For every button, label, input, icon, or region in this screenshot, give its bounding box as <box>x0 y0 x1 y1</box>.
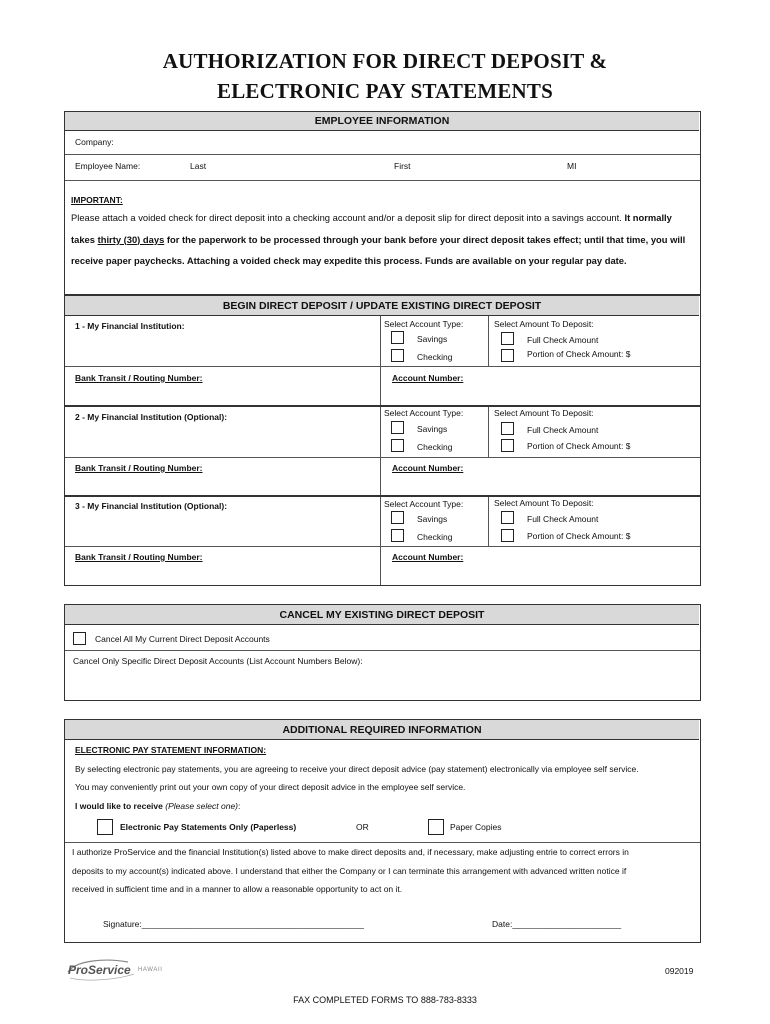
cancel-all-checkbox[interactable] <box>73 632 86 645</box>
account-number-label: Account Number: <box>392 552 464 562</box>
portion-checkbox[interactable] <box>501 529 514 542</box>
full-check-label: Full Check Amount <box>527 514 599 524</box>
savings-checkbox[interactable] <box>391 511 404 524</box>
important-label: IMPORTANT: <box>71 195 123 205</box>
mi-label: MI <box>567 161 577 171</box>
account-type-label: Select Account Type: <box>384 408 464 418</box>
account-number-label: Account Number: <box>392 373 464 383</box>
date-label: Date: <box>492 919 513 929</box>
date-row <box>492 919 621 929</box>
full-check-label: Full Check Amount <box>527 335 599 345</box>
fax-instructions: FAX COMPLETED FORMS TO 888-783-8333 <box>293 995 477 1005</box>
electronic-info-line2: You may conveniently print out your own copy of your direct deposit advice in the employee self service. <box>75 782 466 792</box>
account-type-label: Select Account Type: <box>384 319 464 329</box>
routing-number-field[interactable] <box>70 475 375 493</box>
important-text: Please attach a voided check for direct deposit into a checking account and/or a deposit slip for direct deposit into a savings account. It normally takes thirty (30) days for the paperwork to be processed through your bank before your direct deposit takes effect; until that time, you will receive paper paychecks. Attaching a voided check may expedite this process. Funds are available on your regular pay date. <box>71 212 686 266</box>
savings-checkbox[interactable] <box>391 421 404 434</box>
mi-field[interactable] <box>585 157 695 175</box>
first-name-label: First <box>394 161 411 171</box>
portion-label: Portion of Check Amount: $ <box>527 349 631 359</box>
account-number-field[interactable] <box>386 564 696 582</box>
last-name-label: Last <box>190 161 207 171</box>
portion-checkbox[interactable] <box>501 349 514 362</box>
paper-copies-checkbox[interactable] <box>428 819 444 835</box>
form-title-line1: AUTHORIZATION FOR DIRECT DEPOSIT & <box>162 49 608 73</box>
portion-label: Portion of Check Amount: $ <box>527 441 631 451</box>
signature-label: Signature: <box>103 919 142 929</box>
routing-number-field[interactable] <box>70 385 375 403</box>
checking-checkbox[interactable] <box>391 439 404 452</box>
last-name-field[interactable] <box>214 157 384 175</box>
form-title-line2: ELECTRONIC PAY STATEMENTS <box>216 79 554 103</box>
cancel-all-label: Cancel All My Current Direct Deposit Accounts <box>95 634 270 644</box>
institution-2-label: 2 - My Financial Institution (Optional): <box>75 412 228 422</box>
full-check-checkbox[interactable] <box>501 332 514 345</box>
checking-label: Checking <box>417 442 453 452</box>
employee-header: EMPLOYEE INFORMATION <box>65 112 699 131</box>
signature-line[interactable]: _______________________________________________ <box>141 919 364 929</box>
account-number-label: Account Number: <box>392 463 464 473</box>
thirty-days-text: thirty (30) days <box>97 233 165 245</box>
institution-3-label: 3 - My Financial Institution (Optional): <box>75 501 228 511</box>
checking-label: Checking <box>417 532 453 542</box>
account-number-field[interactable] <box>386 385 696 403</box>
routing-number-label: Bank Transit / Routing Number: <box>75 552 203 562</box>
date-line[interactable]: _______________________ <box>512 919 622 929</box>
additional-header: ADDITIONAL REQUIRED INFORMATION <box>65 720 699 740</box>
receive-prompt: I would like to receive (Please select one): <box>75 801 241 811</box>
account-type-label: Select Account Type: <box>384 499 464 509</box>
full-check-checkbox[interactable] <box>501 422 514 435</box>
company-label: Company: <box>75 137 114 147</box>
cancel-accounts-field[interactable] <box>70 668 695 696</box>
checking-checkbox[interactable] <box>391 349 404 362</box>
institution-1-label: 1 - My Financial Institution: <box>75 321 185 331</box>
electronic-info-line1: By selecting electronic pay statements, you are agreeing to receive your direct deposit advice (pay statement) electronically via employee self service. <box>75 764 639 774</box>
company-field[interactable] <box>125 133 695 151</box>
cancel-header: CANCEL MY EXISTING DIRECT DEPOSIT <box>65 605 699 625</box>
portion-label: Portion of Check Amount: $ <box>527 531 631 541</box>
routing-number-field[interactable] <box>70 564 375 582</box>
routing-number-label: Bank Transit / Routing Number: <box>75 373 203 383</box>
routing-number-label: Bank Transit / Routing Number: <box>75 463 203 473</box>
authorization-line3: received in sufficient time and in a manner to allow a reasonable opportunity to act on it. <box>72 884 403 894</box>
checking-checkbox[interactable] <box>391 529 404 542</box>
authorization-line2: deposits to my account(s) indicated above. I understand that either the Company or I can terminate this arrangement with advanced written notice if <box>72 866 627 876</box>
signature-row <box>103 919 364 929</box>
authorization-line1: I authorize ProService and the financial Institution(s) listed above to make direct deposits and, if necessary, make adjusting entrie to correct errors in <box>72 847 629 857</box>
amount-label: Select Amount To Deposit: <box>494 319 594 329</box>
full-check-label: Full Check Amount <box>527 425 599 435</box>
cancel-specific-label: Cancel Only Specific Direct Deposit Accounts (List Account Numbers Below): <box>73 656 363 666</box>
checking-label: Checking <box>417 352 453 362</box>
form-code: 092019 <box>665 966 694 976</box>
paperless-checkbox[interactable] <box>97 819 113 835</box>
employee-name-label: Employee Name: <box>75 161 141 171</box>
account-number-field[interactable] <box>386 475 696 493</box>
portion-checkbox[interactable] <box>501 439 514 452</box>
paperless-label: Electronic Pay Statements Only (Paperless) <box>120 822 297 832</box>
savings-checkbox[interactable] <box>391 331 404 344</box>
savings-label: Savings <box>417 424 448 434</box>
savings-label: Savings <box>417 334 448 344</box>
deposit-header: BEGIN DIRECT DEPOSIT / UPDATE EXISTING DIRECT DEPOSIT <box>65 296 699 316</box>
amount-label: Select Amount To Deposit: <box>494 498 594 508</box>
full-check-checkbox[interactable] <box>501 511 514 524</box>
savings-label: Savings <box>417 514 448 524</box>
or-label: OR <box>356 822 369 832</box>
proservice-logo: ProService HAWAII <box>66 958 176 982</box>
paper-copies-label: Paper Copies <box>450 822 502 832</box>
amount-label: Select Amount To Deposit: <box>494 408 594 418</box>
first-name-field[interactable] <box>418 157 558 175</box>
electronic-statement-subheader: ELECTRONIC PAY STATEMENT INFORMATION: <box>75 745 267 755</box>
